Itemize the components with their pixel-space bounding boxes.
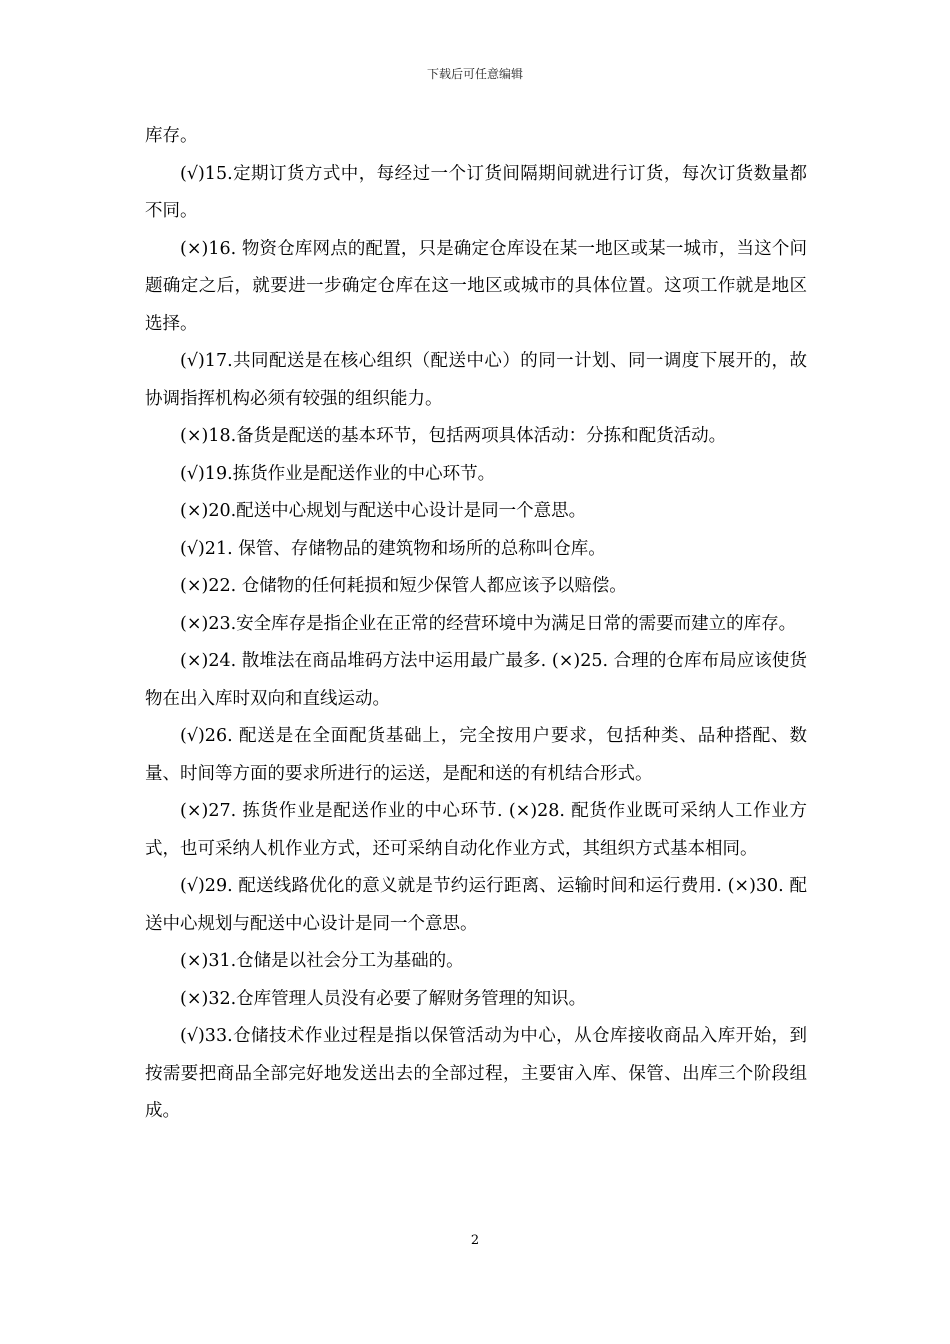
- paragraph: (×)24. 散堆法在商品堆码方法中运用最广最多. (×)25. 合理的仓库布局应该使货物在出入库时双向和直线运动。: [145, 651, 807, 709]
- paragraph: (×)16. 物资仓库网点的配置，只是确定仓库设在某一地区或某一城市，当这个问题确定之后，就要进一步确定仓库在这一地区或城市的具体位置。这项工作就是地区选择。: [145, 238, 807, 334]
- document-body: [145, 118, 807, 1131]
- paragraph: (√)29. 配送线路优化的意义就是节约运行距离、运输时间和运行费用. (×)30. 配送中心规划与配送中心设计是同一个意思。: [145, 876, 807, 934]
- paragraph: (×)32.仓库管理人员没有必要了解财务管理的知识。: [180, 988, 587, 1009]
- paragraph: (×)23.安全库存是指企业在正常的经营环境中为满足日常的需要而建立的库存。: [180, 613, 797, 634]
- paragraph: (×)20.配送中心规划与配送中心设计是同一个意思。: [180, 501, 587, 521]
- page-header: 下载后可任意编辑: [426, 67, 523, 81]
- paragraph: (√)19.拣货作业是配送作业的中心环节。: [180, 463, 496, 484]
- paragraph: (√)15.定期订货方式中，每经过一个订货间隔期间就进行订货，每次订货数量都不同。: [145, 163, 807, 221]
- paragraph: (×)22. 仓储物的任何耗损和短少保管人都应该予以赔偿。: [180, 576, 627, 596]
- paragraph: (√)21. 保管、存储物品的建筑物和场所的总称叫仓库。: [180, 538, 606, 559]
- paragraph: (×)18.备货是配送的基本环节，包括两项具体活动：分拣和配货活动。: [180, 426, 727, 446]
- paragraph: 库存。: [145, 126, 198, 146]
- paragraph: (√)17.共同配送是在核心组织（配送中心）的同一计划、同一调度下展开的，故协调指挥机构必须有较强的组织能力。: [145, 351, 807, 409]
- paragraph: (√)33.仓储技术作业过程是指以保管活动为中心，从仓库接收商品入库开始，到按需要把商品全部完好地发送出去的全部过程，主要宙入库、保管、出库三个阶段组成。: [145, 1026, 807, 1121]
- paragraph: (×)31.仓储是以社会分工为基础的。: [180, 951, 464, 971]
- paragraph: (×)27. 拣货作业是配送作业的中心环节. (×)28. 配货作业既可采纳人工作业方式，也可采纳人机作业方式，还可采纳自动化作业方式，其组织方式基本相同。: [145, 801, 807, 859]
- page-number: 2: [470, 1233, 480, 1248]
- paragraph: (√)26. 配送是在全面配货基础上，完全按用户要求，包括种类、品种搭配、数量、时间等方面的要求所进行的运送，是配和送的有机结合形式。: [145, 726, 807, 784]
